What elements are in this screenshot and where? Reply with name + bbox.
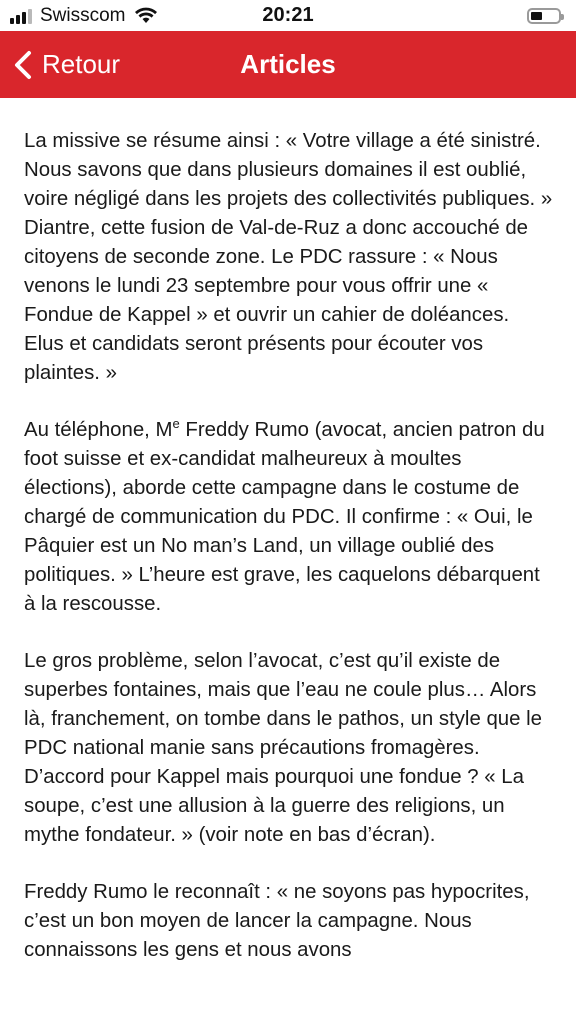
page-title: Articles <box>240 49 336 79</box>
article-paragraph-1: La missive se résume ainsi : « Votre village a été sinistré. Nous savons que dans plusieurs domaines il est oublié, voire négligé dans les projets des collectivités publiques. » Diantre, cette fusion de Val-de-Ruz a donc accouché de citoyens de seconde zone. Le PDC rassure : « Nous venons le lundi 23 septembre pour vous offrir une « Fondue de Kappel » et ouvrir un cahier de doléances. Elus et candidats seront présents pour écouter vos plaintes. » <box>24 130 553 384</box>
superscript-e: e <box>172 416 180 431</box>
status-bar <box>0 0 576 31</box>
paragraph-text: Au téléphone, M <box>24 419 173 441</box>
article-paragraph-3: Le gros problème, selon l’avocat, c’est qu’il existe de superbes fontaines, mais que l’eau ne coule plus… Alors là, franchement, on tombe dans le pathos, un style que le PDC national manie sans précautions fromagères. D’accord pour Kappel mais pourquoi une fondue ? « La soupe, c’est une allusion à la guerre des religions, un mythe fondateur. » (voir note en bas d’écran). <box>24 650 543 846</box>
article-paragraph-4: Freddy Rumo le reconnaît : « ne soyons pas hypocrites, c’est un bon moyen de lancer la campagne. Nous connaissons les gens et nous avons <box>24 881 530 961</box>
article-body <box>24 127 554 993</box>
status-time: 20:21 <box>262 4 314 26</box>
carrier-name: Swisscom <box>40 5 126 26</box>
navigation-bar <box>0 31 576 98</box>
battery-icon <box>527 8 561 24</box>
article-paragraph-2 <box>24 416 554 619</box>
back-label: Retour <box>42 49 121 79</box>
paragraph-text: Freddy Rumo (avocat, ancien patron du foot suisse et ex-candidat malheureux à moultes élections), aborde cette campagne dans le costume de chargé de communication du PDC. Il confirme : « Oui, le Pâquier est un No man’s Land, un village oublié des politiques. » L’heure est grave, les caquelons débarquent à la rescousse. <box>24 419 545 615</box>
